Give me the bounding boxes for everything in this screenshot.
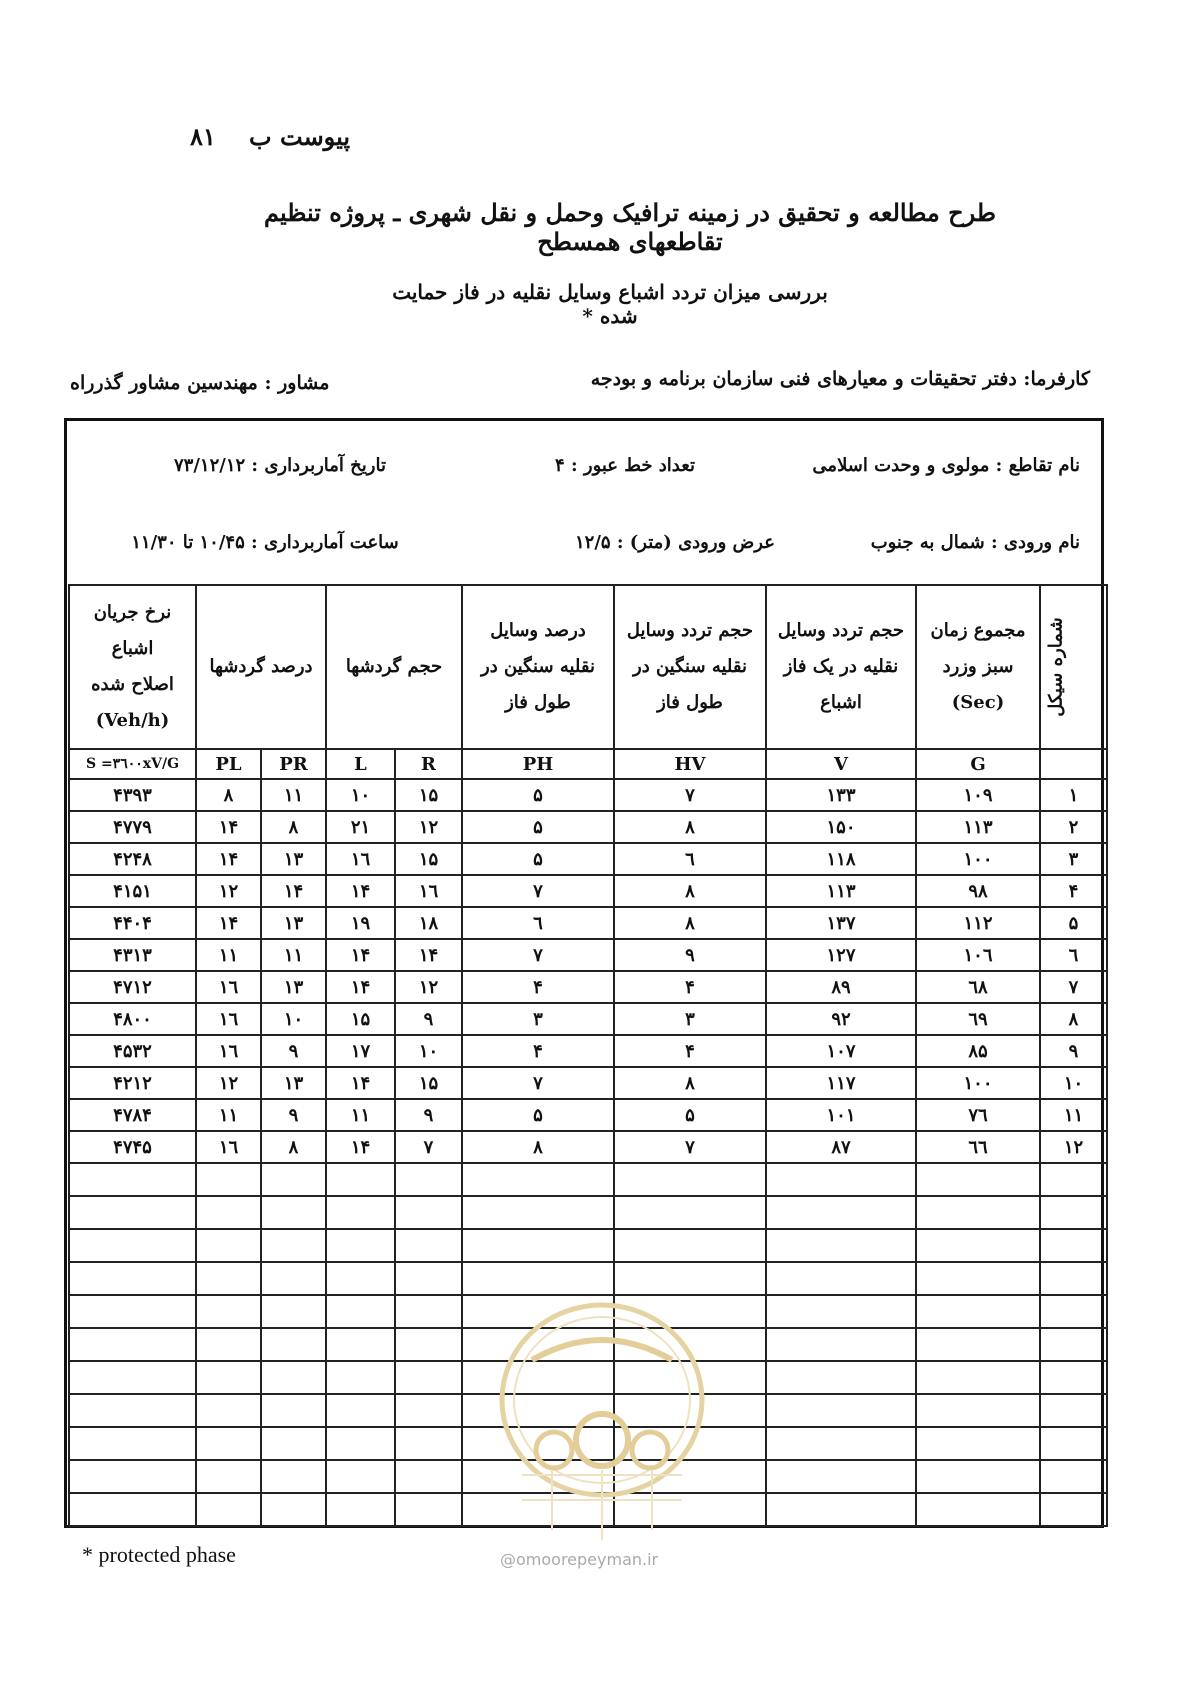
cell-n: ۸: [1040, 1003, 1107, 1035]
cell-ph: ۴: [462, 1035, 614, 1067]
symbol-v: V: [766, 749, 916, 779]
cell-pl: ۱۴: [196, 811, 261, 843]
empty-cell: [395, 1196, 462, 1229]
cell-hv: ۸: [614, 907, 766, 939]
empty-cell: [261, 1394, 326, 1427]
empty-cell: [916, 1163, 1040, 1196]
cell-n: ۷: [1040, 971, 1107, 1003]
cell-n: ٦: [1040, 939, 1107, 971]
cell-pl: ۱٦: [196, 1003, 261, 1035]
cell-v: ۱۵۰: [766, 811, 916, 843]
symbol-cycle: [1040, 749, 1107, 779]
cell-v: ۱۳۳: [766, 779, 916, 811]
empty-cell: [766, 1196, 916, 1229]
empty-cell: [1040, 1262, 1107, 1295]
empty-cell: [395, 1163, 462, 1196]
cell-s: ۴۲۴۸: [69, 843, 196, 875]
cell-pl: ۱۲: [196, 875, 261, 907]
volume-header: حجم تردد وسایل نقلیه در یک فاز اشباع: [766, 585, 916, 749]
cell-pr: ۱۴: [261, 875, 326, 907]
cell-l: ۱۴: [326, 875, 395, 907]
page-number: ۸۱: [190, 122, 216, 151]
cell-n: ۲: [1040, 811, 1107, 843]
empty-cell: [196, 1394, 261, 1427]
cell-r: ۱۸: [395, 907, 462, 939]
cell-l: ۱۱: [326, 1099, 395, 1131]
empty-cell: [1040, 1493, 1107, 1526]
empty-cell: [261, 1229, 326, 1262]
empty-cell: [196, 1196, 261, 1229]
symbol-s: S =۳٦۰۰xV/G: [69, 749, 196, 779]
empty-cell: [462, 1196, 614, 1229]
cell-l: ۱٦: [326, 843, 395, 875]
cell-n: ۹: [1040, 1035, 1107, 1067]
empty-cell: [326, 1328, 395, 1361]
cell-r: ۱۲: [395, 811, 462, 843]
cell-hv: ۳: [614, 1003, 766, 1035]
cell-n: ۱۱: [1040, 1099, 1107, 1131]
cell-v: ۹۲: [766, 1003, 916, 1035]
symbol-ph: PH: [462, 749, 614, 779]
cell-g: ۱۰۹: [916, 779, 1040, 811]
intersection-name: نام تقاطع : مولوی و وحدت اسلامی: [812, 455, 1080, 476]
cell-pl: ۱٦: [196, 971, 261, 1003]
cell-ph: ۷: [462, 1067, 614, 1099]
empty-cell: [916, 1361, 1040, 1394]
empty-cell: [196, 1229, 261, 1262]
cell-s: ۴۷۷۹: [69, 811, 196, 843]
empty-cell: [916, 1427, 1040, 1460]
cell-hv: ۴: [614, 971, 766, 1003]
cell-ph: ٦: [462, 907, 614, 939]
empty-cell: [196, 1328, 261, 1361]
survey-date: تاریخ آماربرداری : ۷۳/۱۲/۱۲: [174, 455, 386, 476]
cell-r: ۹: [395, 1003, 462, 1035]
table-row: [69, 1067, 1107, 1099]
table-row: [69, 811, 1107, 843]
table-row: [69, 971, 1107, 1003]
cell-hv: ۸: [614, 875, 766, 907]
cell-n: ۱۲: [1040, 1131, 1107, 1163]
cell-r: ۱۵: [395, 779, 462, 811]
empty-cell: [196, 1361, 261, 1394]
empty-cell: [69, 1427, 196, 1460]
empty-cell: [614, 1262, 766, 1295]
empty-cell: [916, 1262, 1040, 1295]
symbol-r: R: [395, 749, 462, 779]
cell-s: ۴۲۱۲: [69, 1067, 196, 1099]
cell-r: ۷: [395, 1131, 462, 1163]
cell-pr: ۹: [261, 1035, 326, 1067]
empty-cell: [395, 1361, 462, 1394]
empty-cell: [395, 1295, 462, 1328]
cell-pr: ۸: [261, 1131, 326, 1163]
cell-v: ۱۱۷: [766, 1067, 916, 1099]
cell-pr: ۱۳: [261, 843, 326, 875]
cell-l: ۱۴: [326, 939, 395, 971]
cell-hv: ۷: [614, 1131, 766, 1163]
table-row: [69, 1131, 1107, 1163]
empty-row: [69, 1262, 1107, 1295]
cell-g: ۸۵: [916, 1035, 1040, 1067]
empty-cell: [261, 1295, 326, 1328]
cell-s: ۴۷۴۵: [69, 1131, 196, 1163]
cell-s: ۴۴۰۴: [69, 907, 196, 939]
cell-r: ۱٦: [395, 875, 462, 907]
empty-cell: [766, 1361, 916, 1394]
cell-s: ۴۳۹۳: [69, 779, 196, 811]
empty-cell: [916, 1394, 1040, 1427]
cell-pl: ۱۲: [196, 1067, 261, 1099]
empty-cell: [326, 1460, 395, 1493]
empty-cell: [462, 1163, 614, 1196]
document-subtitle: بررسی میزان تردد اشباع وسایل نقلیه در فاز حمایت شده *: [392, 280, 828, 328]
cell-g: ٦٦: [916, 1131, 1040, 1163]
cell-r: ۱۵: [395, 1067, 462, 1099]
cell-pl: ۱۱: [196, 939, 261, 971]
cell-v: ۱۲۷: [766, 939, 916, 971]
cell-r: ۹: [395, 1099, 462, 1131]
watermark-url: @omoorepeyman.ir: [500, 1550, 659, 1569]
empty-cell: [261, 1493, 326, 1526]
empty-cell: [326, 1295, 395, 1328]
cell-g: ۷٦: [916, 1099, 1040, 1131]
cell-hv: ۴: [614, 1035, 766, 1067]
empty-cell: [326, 1163, 395, 1196]
cycle-number-header: شماره سیکل: [1040, 585, 1107, 749]
empty-cell: [916, 1493, 1040, 1526]
green-time-header: مجموع زمان سبز وزرد (Sec): [916, 585, 1040, 749]
cell-s: ۴۱۵۱: [69, 875, 196, 907]
empty-cell: [395, 1460, 462, 1493]
empty-cell: [261, 1328, 326, 1361]
empty-cell: [326, 1229, 395, 1262]
empty-cell: [1040, 1295, 1107, 1328]
cell-hv: ۸: [614, 811, 766, 843]
entry-name: نام ورودی : شمال به جنوب: [870, 532, 1080, 553]
cell-v: ۸۷: [766, 1131, 916, 1163]
consultant-label: مشاور : مهندسین مشاور گذرراه: [70, 372, 330, 394]
empty-cell: [261, 1361, 326, 1394]
cell-pr: ۱۱: [261, 939, 326, 971]
empty-cell: [69, 1493, 196, 1526]
table-row: [69, 1099, 1107, 1131]
cell-v: ۸۹: [766, 971, 916, 1003]
cell-n: ۱۰: [1040, 1067, 1107, 1099]
cell-ph: ۷: [462, 875, 614, 907]
empty-cell: [69, 1361, 196, 1394]
empty-cell: [462, 1262, 614, 1295]
heavy-volume-header: حجم تردد وسایل نقلیه سنگین در طول فاز: [614, 585, 766, 749]
empty-cell: [326, 1493, 395, 1526]
cell-ph: ۸: [462, 1131, 614, 1163]
empty-cell: [766, 1328, 916, 1361]
cell-g: ۱۰٦: [916, 939, 1040, 971]
empty-cell: [1040, 1328, 1107, 1361]
empty-cell: [326, 1394, 395, 1427]
empty-cell: [196, 1460, 261, 1493]
empty-cell: [261, 1196, 326, 1229]
empty-cell: [766, 1262, 916, 1295]
cell-pl: ۸: [196, 779, 261, 811]
cell-s: ۴۷۱۲: [69, 971, 196, 1003]
cell-r: ۱۰: [395, 1035, 462, 1067]
empty-row: [69, 1163, 1107, 1196]
cell-v: ۱۰۱: [766, 1099, 916, 1131]
empty-cell: [766, 1460, 916, 1493]
cell-ph: ۵: [462, 779, 614, 811]
cell-l: ۱۴: [326, 971, 395, 1003]
cell-pl: ۱٦: [196, 1131, 261, 1163]
empty-cell: [69, 1163, 196, 1196]
empty-cell: [196, 1262, 261, 1295]
table-row: [69, 939, 1107, 971]
cell-l: ۲۱: [326, 811, 395, 843]
empty-cell: [395, 1328, 462, 1361]
empty-cell: [261, 1460, 326, 1493]
cell-n: ۱: [1040, 779, 1107, 811]
cell-g: ٦۹: [916, 1003, 1040, 1035]
turn-volume-header: حجم گردشها: [326, 585, 462, 749]
cell-pr: ۱۱: [261, 779, 326, 811]
cell-pl: ۱٦: [196, 1035, 261, 1067]
cell-g: ۹۸: [916, 875, 1040, 907]
cell-s: ۴۵۳۲: [69, 1035, 196, 1067]
cell-ph: ۳: [462, 1003, 614, 1035]
empty-cell: [395, 1394, 462, 1427]
empty-cell: [395, 1493, 462, 1526]
symbol-row: [69, 749, 1107, 779]
cell-g: ٦۸: [916, 971, 1040, 1003]
footnote: * protected phase: [82, 1542, 236, 1567]
empty-cell: [261, 1262, 326, 1295]
empty-row: [69, 1196, 1107, 1229]
symbol-pl: PL: [196, 749, 261, 779]
cell-l: ۱۹: [326, 907, 395, 939]
cell-pr: ۸: [261, 811, 326, 843]
empty-cell: [766, 1394, 916, 1427]
empty-cell: [916, 1460, 1040, 1493]
survey-time: ساعت آماربرداری : ۱۰/۴۵ تا ۱۱/۳۰: [131, 532, 399, 553]
empty-cell: [326, 1427, 395, 1460]
empty-cell: [69, 1328, 196, 1361]
table-row: [69, 1035, 1107, 1067]
empty-cell: [766, 1295, 916, 1328]
appendix-label: پیوست ب: [249, 122, 350, 151]
empty-cell: [196, 1493, 261, 1526]
cell-g: ۱۰۰: [916, 843, 1040, 875]
cell-g: ۱۰۰: [916, 1067, 1040, 1099]
cell-hv: ۷: [614, 779, 766, 811]
empty-cell: [462, 1229, 614, 1262]
flow-header: نرخ جریان اشباع اصلاح شده (Veh/h): [69, 585, 196, 749]
table-row: [69, 875, 1107, 907]
empty-cell: [1040, 1229, 1107, 1262]
cell-l: ۱۴: [326, 1131, 395, 1163]
cell-v: ۱۱۸: [766, 843, 916, 875]
empty-cell: [916, 1328, 1040, 1361]
cell-pl: ۱۴: [196, 843, 261, 875]
cell-ph: ۷: [462, 939, 614, 971]
cell-pr: ۱۳: [261, 1067, 326, 1099]
cell-v: ۱۱۳: [766, 875, 916, 907]
empty-cell: [766, 1493, 916, 1526]
empty-cell: [916, 1229, 1040, 1262]
empty-cell: [326, 1196, 395, 1229]
empty-cell: [614, 1196, 766, 1229]
empty-cell: [395, 1229, 462, 1262]
lane-count: تعداد خط عبور : ۴: [555, 455, 695, 476]
cell-v: ۱۰۷: [766, 1035, 916, 1067]
cell-hv: ٦: [614, 843, 766, 875]
empty-cell: [69, 1394, 196, 1427]
symbol-l: L: [326, 749, 395, 779]
empty-row: [69, 1229, 1107, 1262]
cell-ph: ۵: [462, 843, 614, 875]
cell-pr: ۱۰: [261, 1003, 326, 1035]
cell-s: ۴۸۰۰: [69, 1003, 196, 1035]
header-row: [69, 585, 1107, 749]
empty-cell: [395, 1262, 462, 1295]
empty-cell: [326, 1361, 395, 1394]
cell-n: ۴: [1040, 875, 1107, 907]
empty-cell: [69, 1262, 196, 1295]
cell-pr: ۹: [261, 1099, 326, 1131]
watermark-seal: [492, 1300, 712, 1550]
cell-ph: ۵: [462, 1099, 614, 1131]
empty-cell: [766, 1427, 916, 1460]
cell-l: ۱۵: [326, 1003, 395, 1035]
cell-hv: ۵: [614, 1099, 766, 1131]
cell-g: ۱۱۲: [916, 907, 1040, 939]
empty-cell: [196, 1295, 261, 1328]
turn-percent-header: درصد گردشها: [196, 585, 326, 749]
symbol-hv: HV: [614, 749, 766, 779]
document-title: طرح مطالعه و تحقیق در زمینه ترافیک وحمل و نقل شهری ـ پروژه تنظیم تقاطعهای همسطح: [264, 198, 996, 256]
empty-cell: [916, 1295, 1040, 1328]
cell-v: ۱۳۷: [766, 907, 916, 939]
empty-cell: [1040, 1460, 1107, 1493]
cell-hv: ۹: [614, 939, 766, 971]
empty-cell: [69, 1229, 196, 1262]
table-row: [69, 779, 1107, 811]
empty-cell: [196, 1427, 261, 1460]
cell-l: ۱۴: [326, 1067, 395, 1099]
cell-s: ۴۳۱۳: [69, 939, 196, 971]
empty-cell: [916, 1196, 1040, 1229]
cell-hv: ۸: [614, 1067, 766, 1099]
empty-cell: [766, 1163, 916, 1196]
empty-cell: [326, 1262, 395, 1295]
cell-r: ۱۴: [395, 939, 462, 971]
empty-cell: [1040, 1361, 1107, 1394]
cell-pl: ۱۴: [196, 907, 261, 939]
cell-n: ۳: [1040, 843, 1107, 875]
cell-n: ۵: [1040, 907, 1107, 939]
symbol-g: G: [916, 749, 1040, 779]
empty-cell: [69, 1460, 196, 1493]
empty-cell: [1040, 1163, 1107, 1196]
empty-cell: [196, 1163, 261, 1196]
cell-s: ۴۷۸۴: [69, 1099, 196, 1131]
table-row: [69, 907, 1107, 939]
empty-cell: [261, 1427, 326, 1460]
table-row: [69, 1003, 1107, 1035]
empty-cell: [1040, 1427, 1107, 1460]
cell-pr: ۱۳: [261, 971, 326, 1003]
cell-g: ۱۱۳: [916, 811, 1040, 843]
empty-cell: [261, 1163, 326, 1196]
cell-pr: ۱۳: [261, 907, 326, 939]
cell-l: ۱۰: [326, 779, 395, 811]
table-row: [69, 843, 1107, 875]
client-label: کارفرما: دفتر تحقیقات و معیارهای فنی سازمان برنامه و بودجه: [590, 368, 1090, 390]
empty-cell: [614, 1163, 766, 1196]
cell-pl: ۱۱: [196, 1099, 261, 1131]
heavy-percent-header: درصد وسایل نقلیه سنگین در طول فاز: [462, 585, 614, 749]
empty-cell: [1040, 1196, 1107, 1229]
empty-cell: [614, 1229, 766, 1262]
symbol-pr: PR: [261, 749, 326, 779]
cell-r: ۱۲: [395, 971, 462, 1003]
entry-width: عرض ورودی (متر) : ۱۲/۵: [575, 532, 775, 553]
cell-r: ۱۵: [395, 843, 462, 875]
empty-cell: [766, 1229, 916, 1262]
empty-cell: [69, 1196, 196, 1229]
empty-cell: [1040, 1394, 1107, 1427]
cell-ph: ۴: [462, 971, 614, 1003]
empty-cell: [69, 1295, 196, 1328]
cell-l: ۱۷: [326, 1035, 395, 1067]
empty-cell: [395, 1427, 462, 1460]
cell-ph: ۵: [462, 811, 614, 843]
